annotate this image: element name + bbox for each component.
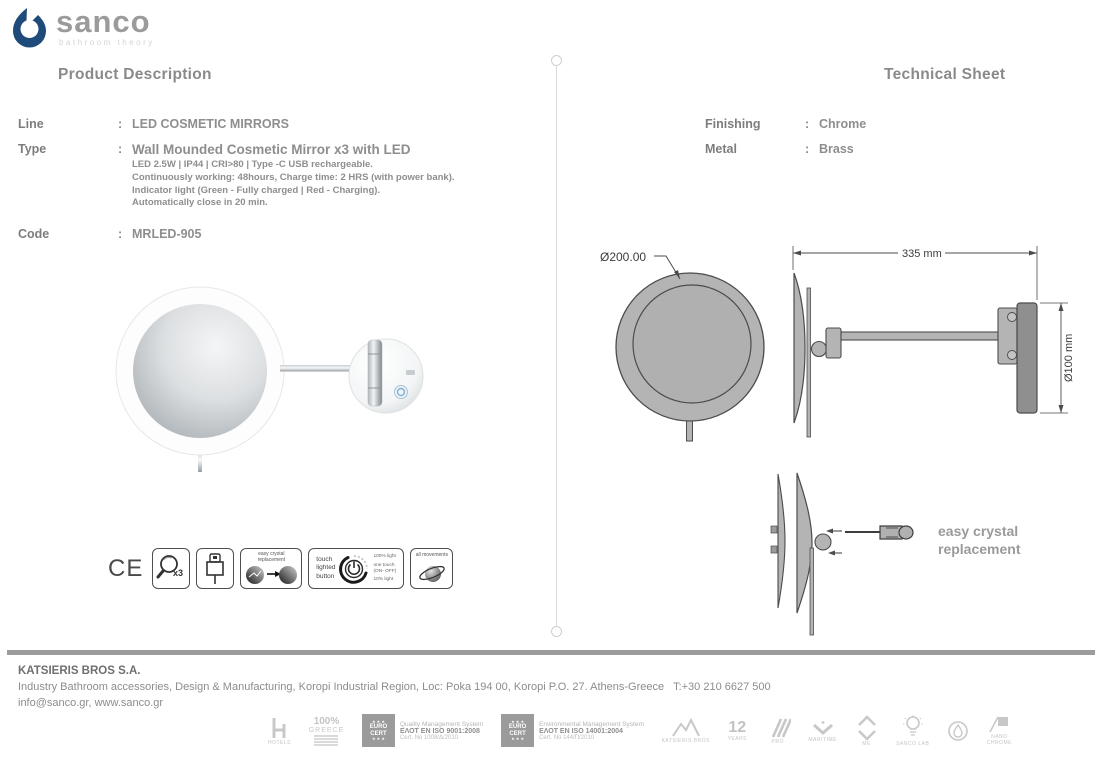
- front-diameter-label: Ø200.00: [600, 250, 647, 264]
- type-detail-line: Continuously working: 48hours, Charge time: 2 HRS (with power bank).: [132, 171, 455, 183]
- footer-address: Industry Bathroom accessories, Design & Manufacturing, Koropi Industrial Region, Loc: Poka 194 00, Koropi P.O. 27. Athens-Greece T:+30 210 6627 500: [18, 681, 771, 693]
- crystal-replacement-box: [240, 548, 302, 589]
- magnification-label: x3: [173, 567, 184, 578]
- touch-label-line3: button: [316, 572, 335, 580]
- spec-row-finishing: Finishing : Chrome: [705, 117, 867, 131]
- technical-sheet-heading: Technical Sheet: [884, 66, 1006, 83]
- sanco-droplet-icon: [10, 6, 50, 55]
- magnifier-icon: [155, 552, 187, 586]
- quality-cert-line: Cert. No 1008/Δ/2010: [399, 734, 458, 741]
- badge-hotels: HOTELS: [268, 716, 291, 746]
- movements-icon: [417, 560, 447, 586]
- arm-length-label: 335 mm: [902, 248, 942, 260]
- spec-row-metal: Metal : Brass: [705, 142, 854, 156]
- finishing-label: Finishing: [705, 117, 761, 131]
- brand-logo: [10, 6, 155, 55]
- technical-spec-block: [705, 117, 1055, 167]
- lab-bulb-icon: [902, 715, 924, 741]
- code-value: MRLED-905: [132, 227, 202, 242]
- env-system-line: Environmental Management System: [539, 720, 644, 728]
- badge-100-greece: 100% GREECE: [309, 716, 345, 746]
- metal-label: Metal: [705, 142, 737, 156]
- eurocert-icon: ★ ★ ★ EURO CERT ★ ★ ★: [362, 714, 395, 747]
- badge-12-years: 12 YEARS: [727, 718, 748, 742]
- finishing-value: Chrome: [819, 117, 867, 131]
- drawing-crystal-replacement: [760, 460, 1060, 655]
- me-arrows-icon: [855, 715, 879, 741]
- usb-plug-icon: [202, 552, 228, 586]
- env-cert-line: Cert. No 144/Π/2010: [539, 734, 595, 741]
- movements-label: all movements: [415, 552, 448, 559]
- badge-me: ME: [855, 715, 879, 747]
- nano-flag-icon: [988, 716, 1010, 734]
- product-photo: [110, 270, 450, 485]
- droplet-circle-icon: [947, 720, 969, 742]
- crystal-note-line2: replacement: [938, 541, 1021, 557]
- feature-icons-row: [108, 548, 453, 589]
- env-iso-line: ΕΛΟΤ EN ISO 14001:2004: [539, 727, 623, 735]
- crystal-box-line2: replacement: [257, 556, 286, 563]
- type-value: Wall Mounded Cosmetic Mirror x3 with LED: [132, 142, 411, 157]
- ce-mark: CE: [108, 554, 144, 582]
- spec-row-line: Line : LED COSMETIC MIRRORS: [18, 117, 289, 131]
- pro-stripes-icon: [765, 717, 791, 739]
- touch-button-box: [308, 548, 404, 589]
- hotels-icon: [269, 716, 291, 740]
- greece-flag-lines-icon: [313, 734, 339, 746]
- brand-tagline: bathroom theory: [59, 38, 155, 47]
- touch-label-line2: lighted: [316, 564, 336, 572]
- touch-low-label: 10% light: [373, 577, 394, 583]
- maritime-icon: [810, 719, 836, 737]
- brand-name: sanco: [56, 4, 151, 39]
- quality-system-line: Quality Management System: [399, 720, 484, 728]
- quality-iso-line: ΕΛΟΤ EN ISO 9001:2008: [399, 727, 480, 735]
- plate-diameter-label: Ø100 mm: [1063, 333, 1075, 382]
- touch-mid-label1: one touch: [373, 562, 395, 568]
- code-label: Code: [18, 227, 50, 242]
- touch-high-label: 100% light: [373, 554, 396, 559]
- type-detail-line: Automatically close in 20 min.: [132, 197, 268, 209]
- type-detail-line: LED 2.5W | IP44 | CRI>80 | Type -C USB rechargeable.: [132, 159, 373, 170]
- footer-company: KATSIERIS BROS S.A.: [18, 665, 141, 677]
- type-details: [132, 159, 538, 210]
- eurocert-icon: ★ ★ ★ EURO CERT ★ ★ ★: [501, 714, 534, 747]
- crystal-swap-icon: [245, 563, 297, 585]
- power-dial-icon: [338, 553, 370, 585]
- type-detail-line: Indicator light (Green - Fully charged | Red - Charging).: [132, 184, 381, 196]
- drawing-front-view: [590, 235, 780, 460]
- divider-top-dot: [551, 55, 562, 66]
- usb-rechargeable-box: [196, 548, 234, 589]
- all-movements-box: [410, 548, 453, 589]
- badge-sanco-lab: SANCO LAB: [896, 715, 929, 747]
- crystal-box-line1: easy crystal: [258, 550, 285, 557]
- type-label: Type: [18, 142, 47, 156]
- spec-row-type: Type : Wall Mounded Cosmetic Mirror x3 with LED: [18, 142, 411, 157]
- badge-eurocert-quality: [362, 714, 483, 747]
- line-label: Line: [18, 117, 44, 131]
- product-spec-block: [18, 117, 538, 252]
- metal-value: Brass: [819, 142, 854, 156]
- center-divider: [556, 66, 557, 628]
- badge-maritime: MARITIME: [808, 719, 836, 743]
- footer-contact: info@sanco.gr, www.sanco.gr: [18, 697, 164, 709]
- mountains-icon: [671, 718, 701, 738]
- footer-divider-bar: [7, 650, 1095, 655]
- badge-nano-chrome: NANO CHROME: [987, 716, 1012, 746]
- touch-label-line1: touch: [316, 556, 333, 564]
- crystal-note-line1: easy crystal: [938, 523, 1019, 539]
- badge-katsieris: KATSIERIS BROS: [662, 718, 710, 744]
- drawing-side-view: [780, 230, 1080, 455]
- certification-badges-row: [268, 714, 1012, 747]
- magnification-box: [152, 548, 190, 589]
- touch-mid-label2: (ON- OFF): [373, 568, 397, 574]
- badge-drop: [947, 720, 969, 742]
- divider-bottom-dot: [551, 626, 562, 637]
- line-value: LED COSMETIC MIRRORS: [132, 117, 289, 131]
- badge-pro: PRO: [765, 717, 791, 745]
- spec-row-code: Code : MRLED-905: [18, 227, 202, 242]
- badge-eurocert-environmental: [501, 714, 644, 747]
- product-description-heading: Product Description: [58, 66, 212, 83]
